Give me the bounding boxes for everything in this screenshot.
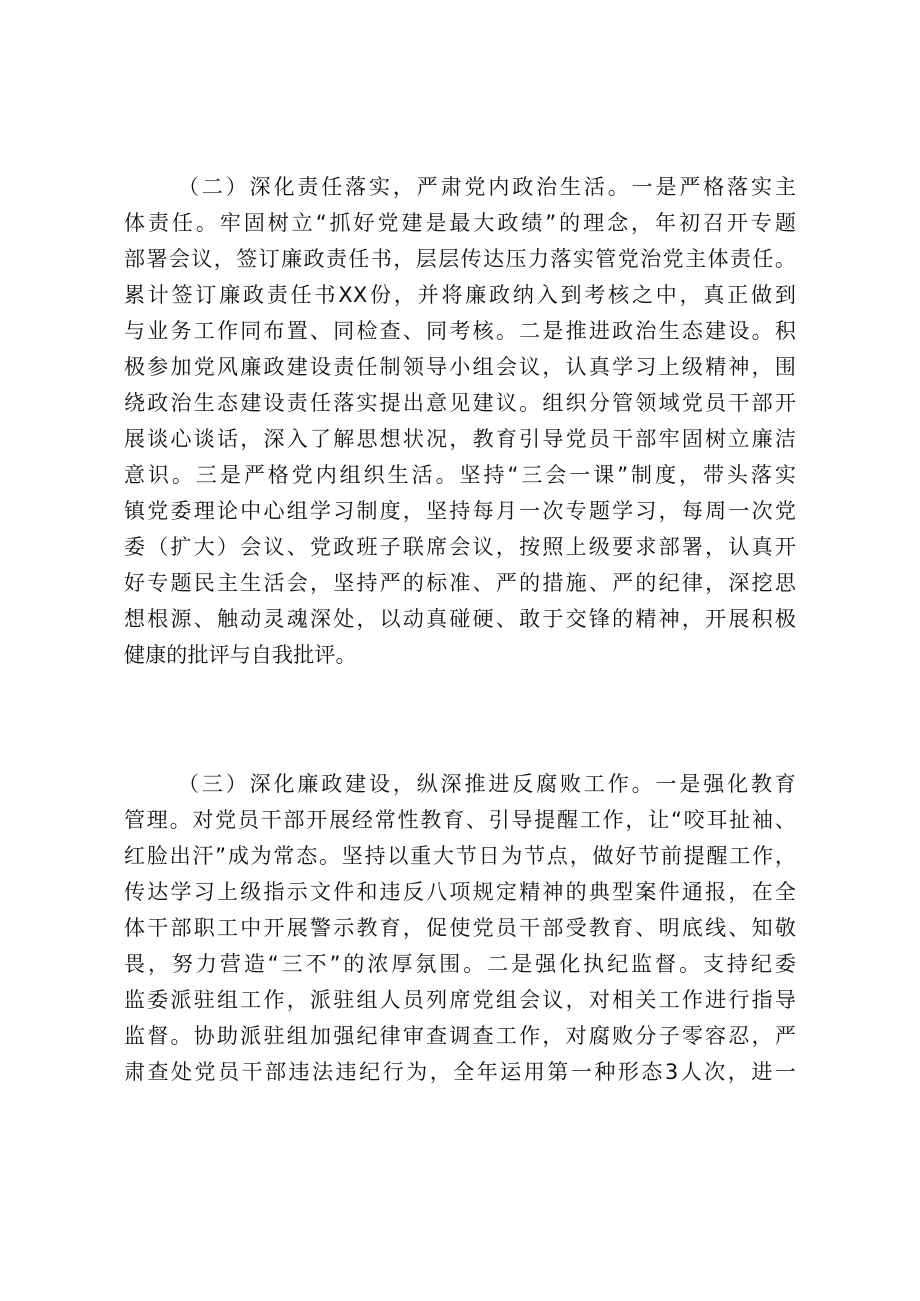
paragraph-line: 镇党委理论中心组学习制度，坚持每月一次专题学习，每周一次党 [124,499,796,523]
paragraph-line: 想根源、触动灵魂深处，以动真碰硬、敢于交锋的精神，开展积极 [124,607,796,631]
paragraph-line: 健康的批评与自我批评。 [124,643,357,667]
paragraph-line: 极参加党风廉政建设责任制领导小组会议，认真学习上级精神，围 [124,355,796,379]
paragraph-line: 与业务工作同布置、同检查、同考核。二是推进政治生态建设。积 [124,319,796,343]
paragraph-line: 监委派驻组工作，派驻组人员列席党组会议，对相关工作进行指导 [124,988,796,1012]
paragraph-line: 部署会议，签订廉政责任书，层层传达压力落实管党治党主体责任。 [124,247,796,271]
paragraph-section-3 [124,766,796,1090]
paragraph-line: 红脸出汗”成为常态。坚持以重大节日为节点，做好节前提醒工作， [124,844,796,868]
paragraph-line: 好专题民主生活会，坚持严的标准、严的措施、严的纪律，深挖思 [124,571,796,595]
paragraph-line: 展谈心谈话，深入了解思想状况，教育引导党员干部牢固树立廉洁 [124,427,796,451]
paragraph-line: 绕政治生态建设责任落实提出意见建议。组织分管领域党员干部开 [124,391,796,415]
paragraph-line: 肃查处党员干部违法违纪行为，全年运用第一种形态3人次，进一 [124,1060,796,1084]
paragraph-line: 体干部职工中开展警示教育，促使党员干部受教育、明底线、知敬 [124,916,796,940]
paragraph-line: 传达学习上级指示文件和违反八项规定精神的典型案件通报，在全 [124,880,796,904]
paragraph-line: 意识。三是严格党内组织生活。坚持“三会一课”制度，带头落实 [124,463,796,487]
paragraph-line: （二）深化责任落实，严肃党内政治生活。一是严格落实主 [178,175,796,199]
paragraph-line: 累计签订廉政责任书XX份，并将廉政纳入到考核之中，真正做到 [124,283,796,307]
paragraph-line: 管理。对党员干部开展经常性教育、引导提醒工作，让“咬耳扯袖、 [124,808,796,832]
paragraph-line: 畏，努力营造“三不”的浓厚氛围。二是强化执纪监督。支持纪委 [124,952,796,976]
paragraph-line: 监督。协助派驻组加强纪律审查调查工作，对腐败分子零容忍，严 [124,1024,796,1048]
paragraph-line: （三）深化廉政建设，纵深推进反腐败工作。一是强化教育 [178,772,796,796]
paragraph-section-2 [124,169,796,673]
paragraph-line: 体责任。牢固树立“抓好党建是最大政绩”的理念，年初召开专题 [124,211,796,235]
paragraph-line: 委（扩大）会议、党政班子联席会议，按照上级要求部署，认真开 [124,535,796,559]
